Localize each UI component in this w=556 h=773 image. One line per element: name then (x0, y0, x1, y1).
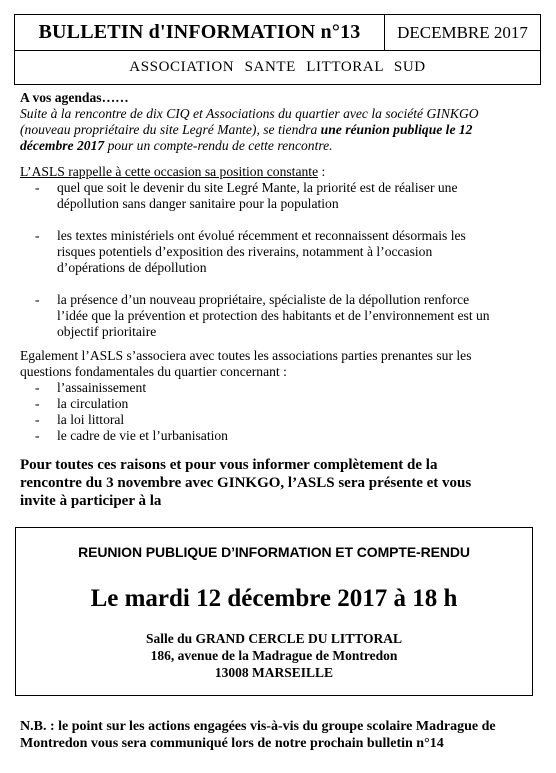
list-item-line: - les textes ministériels ont évolué récemment et reconnaissent désormais les (57, 228, 466, 243)
list-item-line: - la présence d’un nouveau propriétaire, spécialiste de la dépollution renforce (57, 292, 470, 307)
agenda-intro-bold: une réunion publique le 12 (320, 122, 473, 137)
agenda-intro-line (20, 138, 530, 154)
position-heading-text: L’ASLS rappelle à cette occasion sa position constante (20, 164, 319, 179)
topics-list (20, 380, 530, 444)
invite-line: invite à participer à la (20, 493, 162, 509)
list-item: - la loi littoral (20, 412, 530, 428)
nb-line: Montredon vous sera communiqué lors de notre prochain bulletin n°14 (20, 736, 444, 751)
agenda-heading: A vos agendas…… (20, 90, 129, 105)
list-item-line: dépollution sans danger sanitaire pour la population (57, 196, 339, 211)
agenda-intro-text: (nouveau propriétaire du site Legré Mante), se tiendra (20, 122, 321, 137)
bulletin-title: BULLETIN d'INFORMATION n°13 (15, 15, 385, 51)
event-venue (16, 630, 532, 681)
agenda-intro (20, 106, 530, 154)
list-item (20, 228, 530, 276)
event-title: REUNION PUBLIQUE D’INFORMATION ET COMPTE-RENDU (78, 544, 470, 560)
list-item: - la circulation (20, 396, 530, 412)
list-item (20, 180, 530, 212)
agenda-intro-line: Suite à la rencontre de dix CIQ et Associations du quartier avec la société GINKGO (20, 106, 479, 121)
nb-note (20, 718, 535, 752)
event-datetime: Le mardi 12 décembre 2017 à 18 h (90, 585, 458, 612)
nb-line: N.B. : le point sur les actions engagées vis-à-vis du groupe scolaire Madrague de (20, 719, 496, 734)
agenda-intro-bold: décembre 2017 (20, 138, 105, 153)
event-box (15, 527, 533, 696)
associations-line: Egalement l’ASLS s’associera avec toutes les associations parties prenantes sur les (20, 348, 472, 363)
bulletin-body (20, 90, 530, 510)
bulletin-date: DECEMBRE 2017 (385, 15, 540, 51)
venue-line: Salle du GRAND CERCLE DU LITTORAL (146, 631, 402, 646)
invite-line: rencontre du 3 novembre avec GINKGO, l’ASLS sera présente et vous (20, 475, 472, 491)
invite-paragraph (20, 456, 530, 510)
list-item-line: d’opérations de dépollution (57, 260, 207, 275)
list-item (20, 292, 530, 340)
list-item-line: l’idée que la prévention et protection des habitants et de l’environnement est un (57, 308, 490, 323)
position-list (20, 180, 530, 340)
associations-intro (20, 348, 530, 380)
list-item-line: risques potentiels d’exposition des riverains, notamment à l’occasion (57, 244, 433, 259)
association-name: ASSOCIATION SANTE LITTORAL SUD (129, 59, 426, 75)
list-item: - l’assainissement (20, 380, 530, 396)
list-item: - le cadre de vie et l’urbanisation (20, 428, 530, 444)
invite-line: Pour toutes ces raisons et pour vous informer complètement de la (20, 457, 438, 473)
list-item-line: - quel que soit le devenir du site Legré Mante, la priorité est de réaliser une (57, 180, 458, 195)
venue-line: 13008 MARSEILLE (214, 665, 334, 680)
venue-line: 186, avenue de la Madrague de Montredon (150, 648, 398, 663)
list-item-line: objectif prioritaire (57, 324, 157, 339)
bulletin-header (14, 14, 541, 85)
position-heading-colon: : (318, 164, 326, 179)
agenda-intro-line (20, 122, 530, 138)
position-heading (20, 164, 530, 180)
agenda-intro-text: pour un compte-rendu de cette rencontre. (104, 138, 333, 153)
associations-line: questions fondamentales du quartier concernant : (20, 364, 287, 379)
